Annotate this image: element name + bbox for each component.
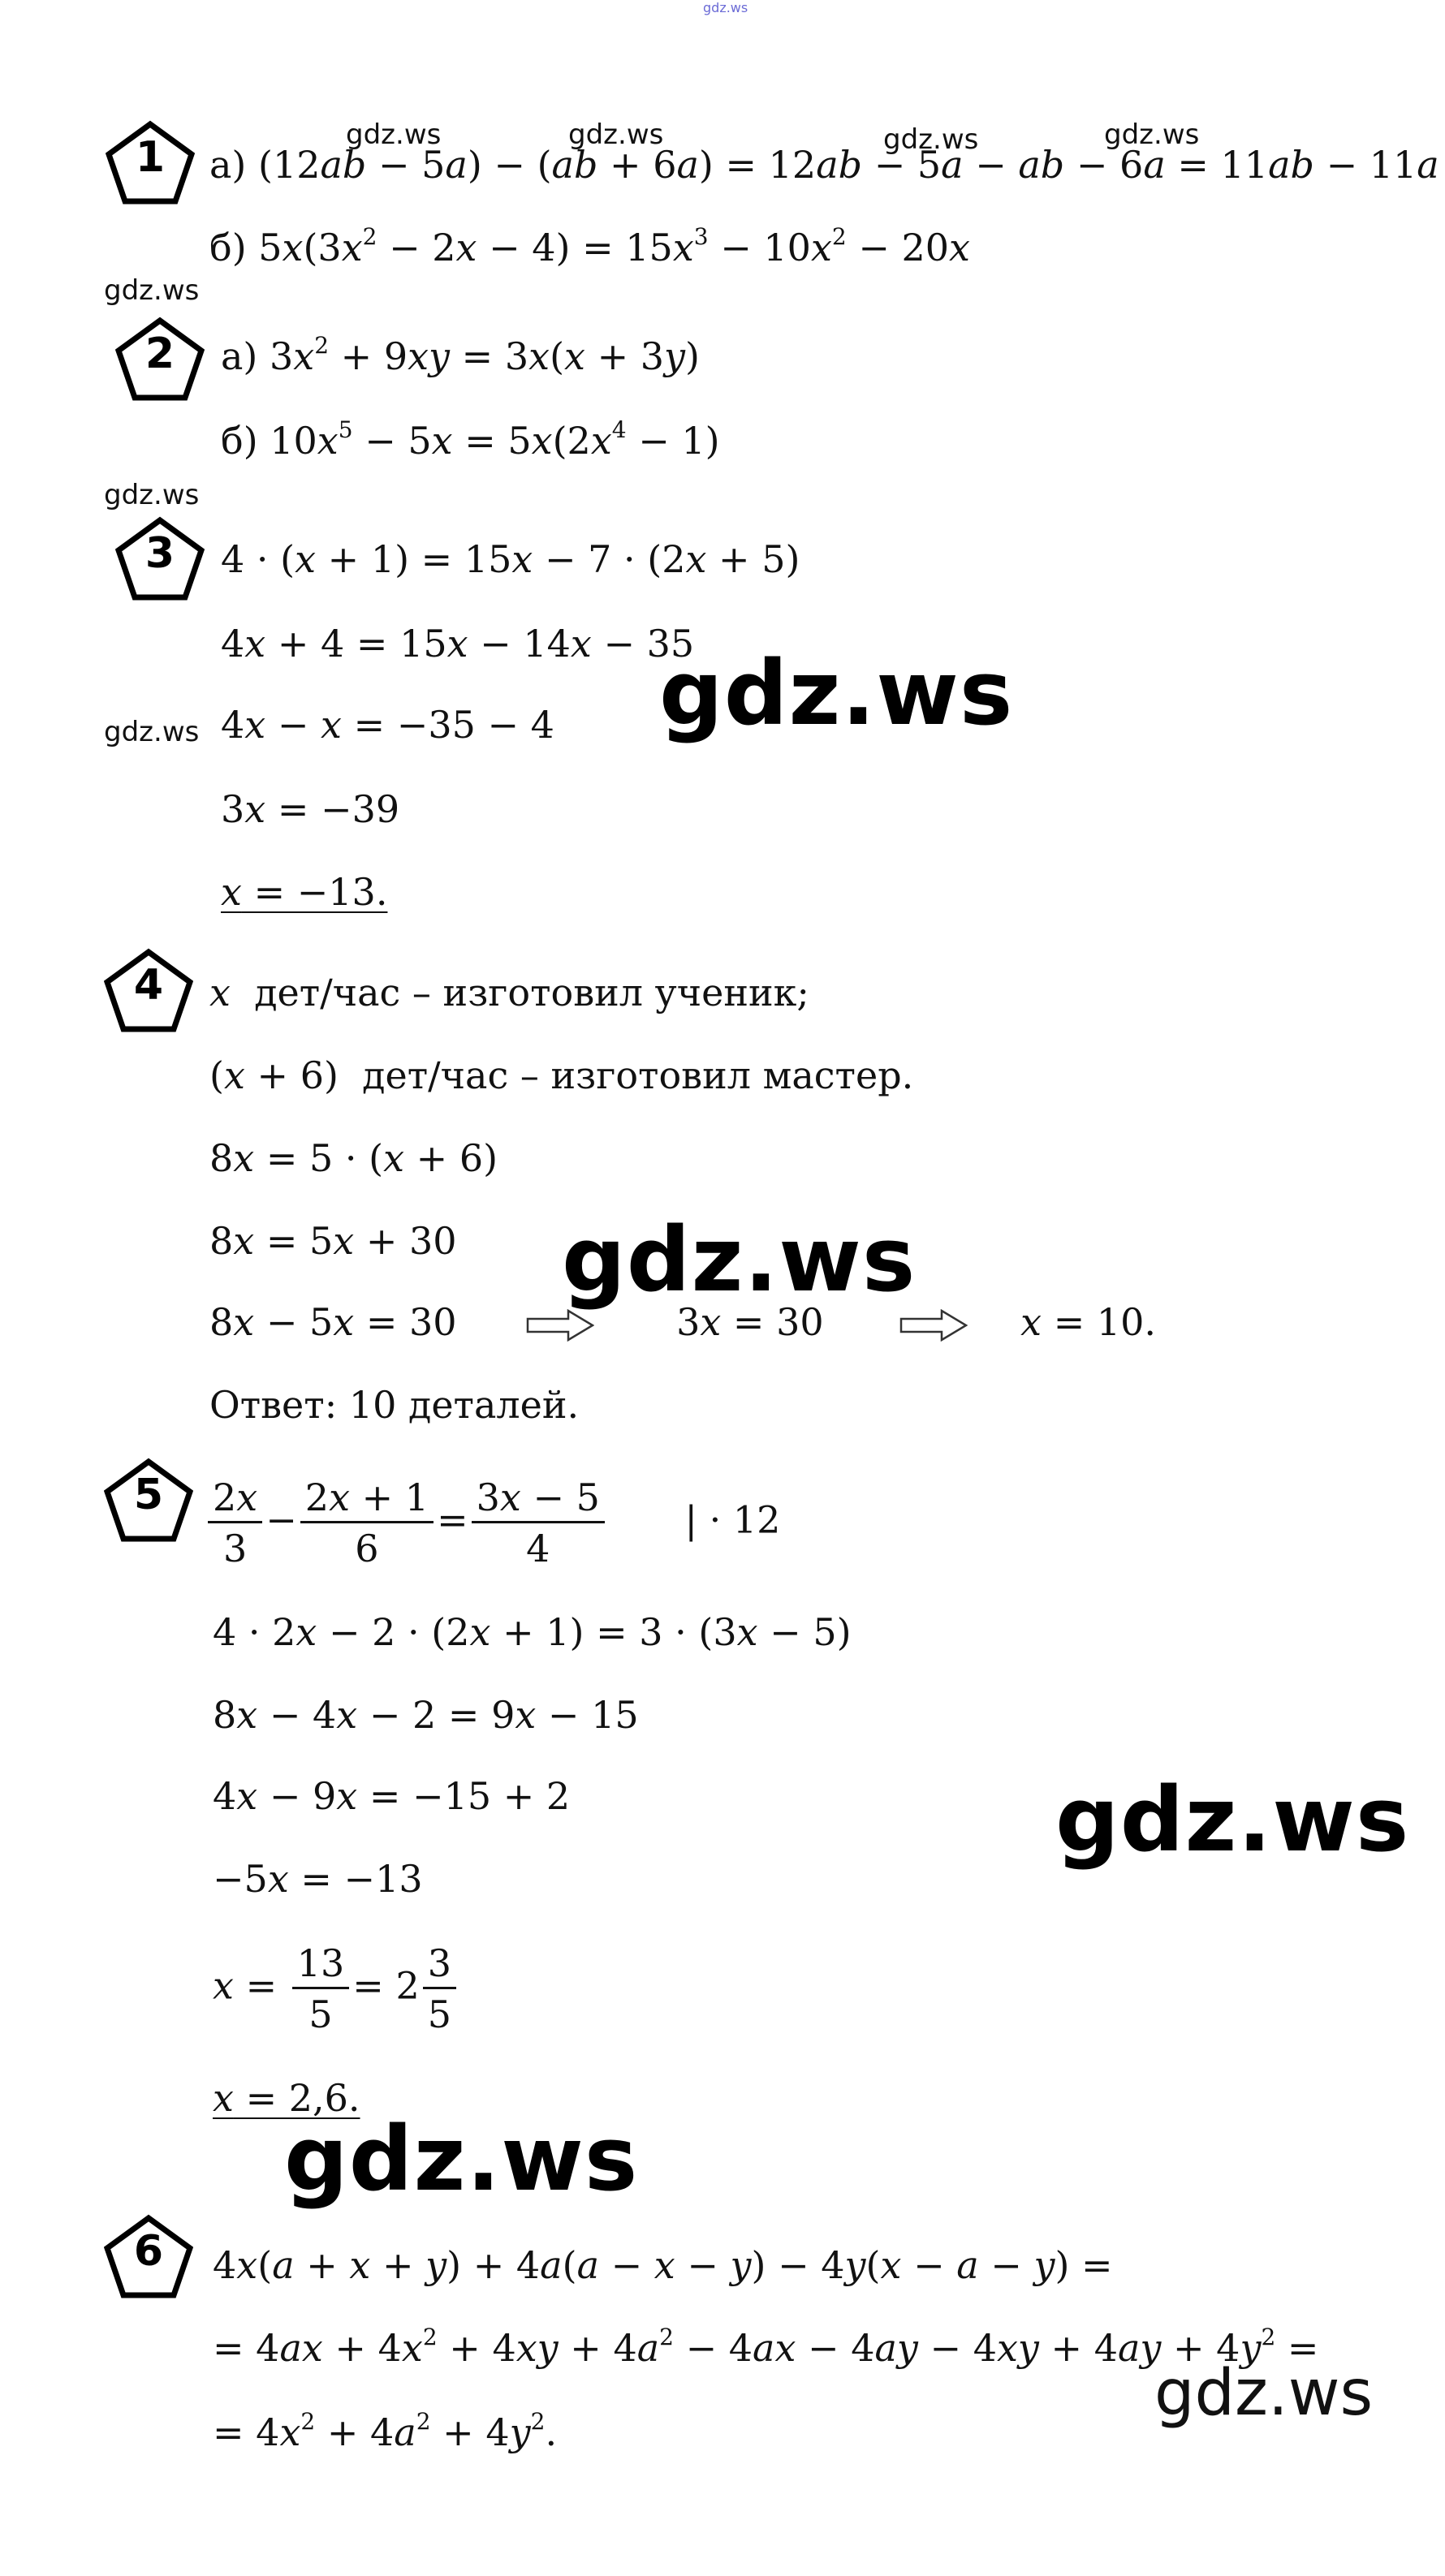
problem-number-badge — [106, 120, 195, 205]
watermark: gdz.ws — [568, 118, 664, 151]
equation-line: 4 · 2x − 2 · (2x + 1) = 3 · (3x − 5) — [213, 1610, 852, 1654]
equation-line: 4x + 4 = 15x − 14x − 35 — [221, 622, 695, 666]
fraction: $\frac{2x + 1}{6}$ — [300, 1479, 434, 1567]
problem-number: 5 — [133, 1471, 164, 1519]
watermark: gdz.ws — [284, 2107, 639, 2211]
equation-line: 4x − 9x = −15 + 2 — [213, 1774, 571, 1818]
problem-2-part-a: а) $3x^2 + 9xy = 3x(x + 3y)$ — [221, 332, 700, 378]
variable-definition: x дет/час – изготовил ученик; — [209, 971, 809, 1014]
equation-chain: 8x − 5x = 30 3x = 30 x = 10. — [209, 1300, 1157, 1344]
fraction: $\frac{3}{5}$ — [423, 1945, 456, 2033]
equation-result: x = −13. — [221, 870, 388, 914]
fraction: $\frac{13}{5}$ — [292, 1945, 350, 2033]
definition-text: дет/час – изготовил ученик; — [254, 971, 809, 1014]
problem-number-badge — [104, 1458, 193, 1542]
answer-text: Ответ: 10 деталей. — [209, 1383, 580, 1427]
problem-2-part-b: б) $10x^5 - 5x = 5x(2x^4 - 1)$ — [221, 416, 720, 463]
problem-number-badge — [104, 948, 193, 1032]
equation-line: 4x − x = −35 − 4 — [221, 703, 554, 747]
watermark: gdz.ws — [562, 1208, 917, 1312]
problem-1-part-b: б) $5x(3x^2 - 2x - 4) = 15x^3 - 10x^2 - 20x$ — [209, 223, 970, 269]
equation-line: = $4ax + 4x^2 + 4xy + 4a^2 - 4ax - 4ay - 4xy + 4ay + 4y^2$ = — [213, 2324, 1319, 2370]
problem-number: 1 — [135, 133, 166, 182]
watermark: gdz.ws — [346, 118, 442, 151]
problem-number-badge — [115, 317, 205, 401]
equation-line: 8x = 5x + 30 — [209, 1219, 457, 1263]
site-mark: gdz.ws — [703, 0, 748, 15]
problem-1-part-a: а) (12ab − 5a) − (ab + 6a) = 12ab − 5a − ab − 6a = 11ab − 11a — [209, 143, 1439, 187]
fraction: $\frac{2x}{3}$ — [208, 1479, 262, 1567]
watermark: gdz.ws — [104, 716, 200, 748]
fraction-equation: x = $\frac{13}{5}$ = 2 $\frac{3}{5}$ — [213, 1945, 459, 2033]
watermark: gdz.ws — [1055, 1768, 1410, 1872]
watermark: gdz.ws — [104, 479, 200, 511]
watermark: gdz.ws — [1154, 2357, 1374, 2430]
watermark: gdz.ws — [1104, 118, 1200, 151]
arrow-right-icon — [899, 1309, 968, 1342]
definition-text: дет/час – изготовил мастер. — [362, 1053, 914, 1097]
equation-line: 3x = −39 — [221, 787, 400, 831]
watermark: gdz.ws — [883, 123, 979, 156]
variable-definition: (x + 6) дет/час – изготовил мастер. — [209, 1053, 914, 1097]
equation-line: 8x − 4x − 2 = 9x − 15 — [213, 1693, 639, 1737]
problem-number-badge — [115, 516, 205, 601]
fraction-equation: $\frac{2x}{3}$ − $\frac{2x + 1}{6}$ = $\frac{3x - 5}{4}$ | · 12 — [205, 1479, 780, 1567]
equation-line: 8x = 5 · (x + 6) — [209, 1136, 498, 1180]
problem-number-badge — [104, 2214, 193, 2298]
equation-result: = $4x^2 + 4a^2 + 4y^2$. — [213, 2408, 558, 2454]
problem-number: 4 — [133, 961, 164, 1010]
watermark: gdz.ws — [104, 274, 200, 307]
watermark: gdz.ws — [659, 641, 1014, 745]
equation-line: 4 · (x + 1) = 15x − 7 · (2x + 5) — [221, 537, 800, 581]
problem-number: 6 — [133, 2227, 164, 2276]
problem-number: 2 — [144, 330, 175, 378]
equation-line: −5x = −13 — [213, 1857, 423, 1901]
arrow-right-icon — [526, 1309, 594, 1342]
equation-line: 4x(a + x + y) + 4a(a − x − y) − 4y(x − a − y) = — [213, 2243, 1113, 2287]
problem-number: 3 — [144, 529, 175, 578]
equation-result: x = 2,6. — [213, 2076, 360, 2120]
fraction: $\frac{3x - 5}{4}$ — [472, 1479, 605, 1567]
